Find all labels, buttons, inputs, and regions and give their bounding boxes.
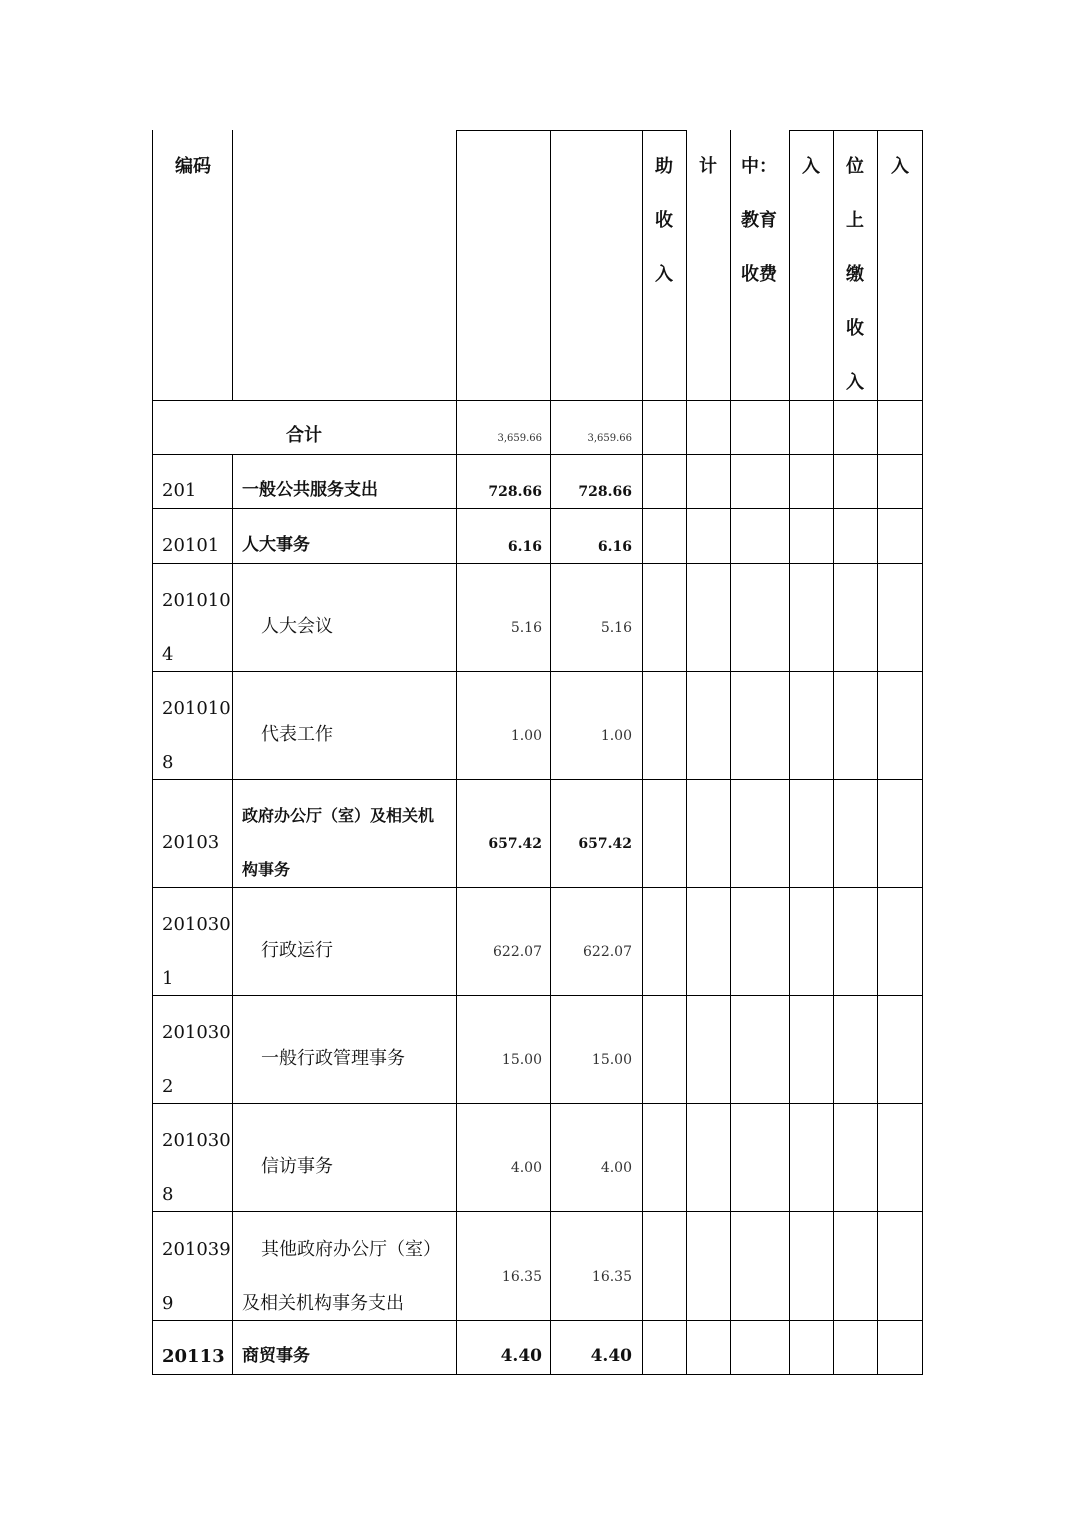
table-rule: [789, 130, 790, 1375]
row-value-1: 16.35: [501, 1269, 542, 1285]
row-value-2: 1.00: [600, 728, 632, 744]
row-code-line: 4: [162, 644, 174, 665]
row-value-2: 5.16: [600, 620, 632, 636]
row-code: 20113: [162, 1346, 225, 1367]
row-code-line: 1: [162, 968, 174, 989]
row-name: 代表工作: [261, 724, 333, 745]
table-rule: [152, 563, 923, 564]
row-name: 商贸事务: [242, 1346, 310, 1366]
row-code-line: 201030: [162, 1022, 231, 1043]
row-code-line: 201030: [162, 914, 231, 935]
header-superior-char: 收: [846, 318, 864, 339]
table-rule: [152, 454, 923, 455]
total-value-1: 3,659.66: [497, 433, 542, 444]
table-rule: [152, 1103, 923, 1104]
table-rule: [456, 130, 642, 131]
row-code-line: 201010: [162, 590, 231, 611]
table-rule: [152, 671, 923, 672]
row-value-1: 6.16: [507, 539, 542, 555]
row-code-line: 201010: [162, 698, 231, 719]
row-name: 一般行政管理事务: [261, 1048, 405, 1069]
row-name-line: 及相关机构事务支出: [242, 1293, 404, 1314]
row-name: 一般公共服务支出: [242, 480, 378, 500]
table-rule: [642, 130, 643, 1375]
total-label: 合计: [286, 425, 322, 446]
row-code-line: 8: [162, 1184, 174, 1205]
table-rule: [730, 130, 731, 1375]
header-subsidy-char: 收: [655, 210, 673, 231]
row-value-1: 622.07: [493, 944, 542, 960]
row-name-line: 构事务: [242, 860, 291, 879]
row-code-line: 8: [162, 752, 174, 773]
header-superior-char: 上: [846, 210, 864, 231]
table-rule: [922, 130, 923, 1375]
header-total-char: 计: [699, 156, 717, 177]
row-code-line: 201030: [162, 1130, 231, 1151]
row-name-line: 政府办公厅（室）及相关机: [242, 806, 435, 825]
header-code-label: 编码: [175, 156, 211, 177]
row-name: 人大会议: [261, 616, 333, 637]
header-last-char: 入: [891, 156, 909, 177]
row-value-2: 622.07: [583, 944, 632, 960]
header-superior-char: 缴: [846, 264, 864, 285]
table-rule: [789, 130, 923, 131]
table-rule: [833, 130, 834, 1375]
header-income-char: 入: [802, 156, 820, 177]
table-rule: [877, 130, 878, 1375]
row-value-1: 657.42: [488, 836, 542, 852]
table-rule: [152, 400, 923, 401]
row-value-1: 15.00: [501, 1052, 542, 1068]
row-value-2: 4.00: [600, 1160, 632, 1176]
table-rule: [232, 454, 233, 1375]
row-code: 20103: [162, 832, 220, 853]
row-code-line: 201039: [162, 1239, 231, 1260]
row-value-2: 16.35: [591, 1269, 632, 1285]
row-value-1: 1.00: [510, 728, 542, 744]
table-rule: [152, 1320, 923, 1321]
row-name-line: 其他政府办公厅（室）: [261, 1239, 441, 1260]
row-code-line: 2: [162, 1076, 174, 1097]
row-code: 20101: [162, 535, 220, 556]
row-value-1: 4.40: [500, 1346, 542, 1366]
table-rule: [550, 130, 551, 1375]
header-subsidy-char: 助: [655, 156, 673, 177]
table-rule: [686, 130, 687, 1375]
header-edu-line: 收费: [741, 264, 777, 285]
total-value-2: 3,659.66: [587, 433, 632, 444]
header-superior-char: 入: [846, 372, 864, 393]
row-name: 信访事务: [261, 1156, 333, 1177]
row-value-2: 728.66: [578, 484, 632, 500]
row-value-2: 4.40: [590, 1346, 632, 1366]
row-code-line: 9: [162, 1293, 174, 1314]
header-superior-char: 位: [846, 156, 864, 177]
table-rule: [152, 995, 923, 996]
table-rule: [152, 1374, 923, 1375]
row-code: 201: [162, 480, 197, 501]
table-rule: [152, 130, 153, 1375]
header-edu-line: 中：: [741, 156, 777, 177]
table-rule: [152, 508, 923, 509]
row-value-2: 6.16: [597, 539, 632, 555]
row-value-1: 728.66: [488, 484, 542, 500]
table-rule: [232, 130, 233, 400]
row-name: 行政运行: [261, 940, 333, 961]
table-rule: [456, 130, 457, 1375]
table-rule: [642, 130, 686, 131]
header-edu-line: 教育: [741, 210, 777, 231]
row-name: 人大事务: [242, 535, 310, 555]
row-value-1: 5.16: [510, 620, 542, 636]
table-rule: [152, 887, 923, 888]
table-rule: [152, 779, 923, 780]
row-value-2: 657.42: [578, 836, 632, 852]
header-subsidy-char: 入: [655, 264, 673, 285]
table-rule: [152, 1211, 923, 1212]
row-value-2: 15.00: [591, 1052, 632, 1068]
row-value-1: 4.00: [510, 1160, 542, 1176]
